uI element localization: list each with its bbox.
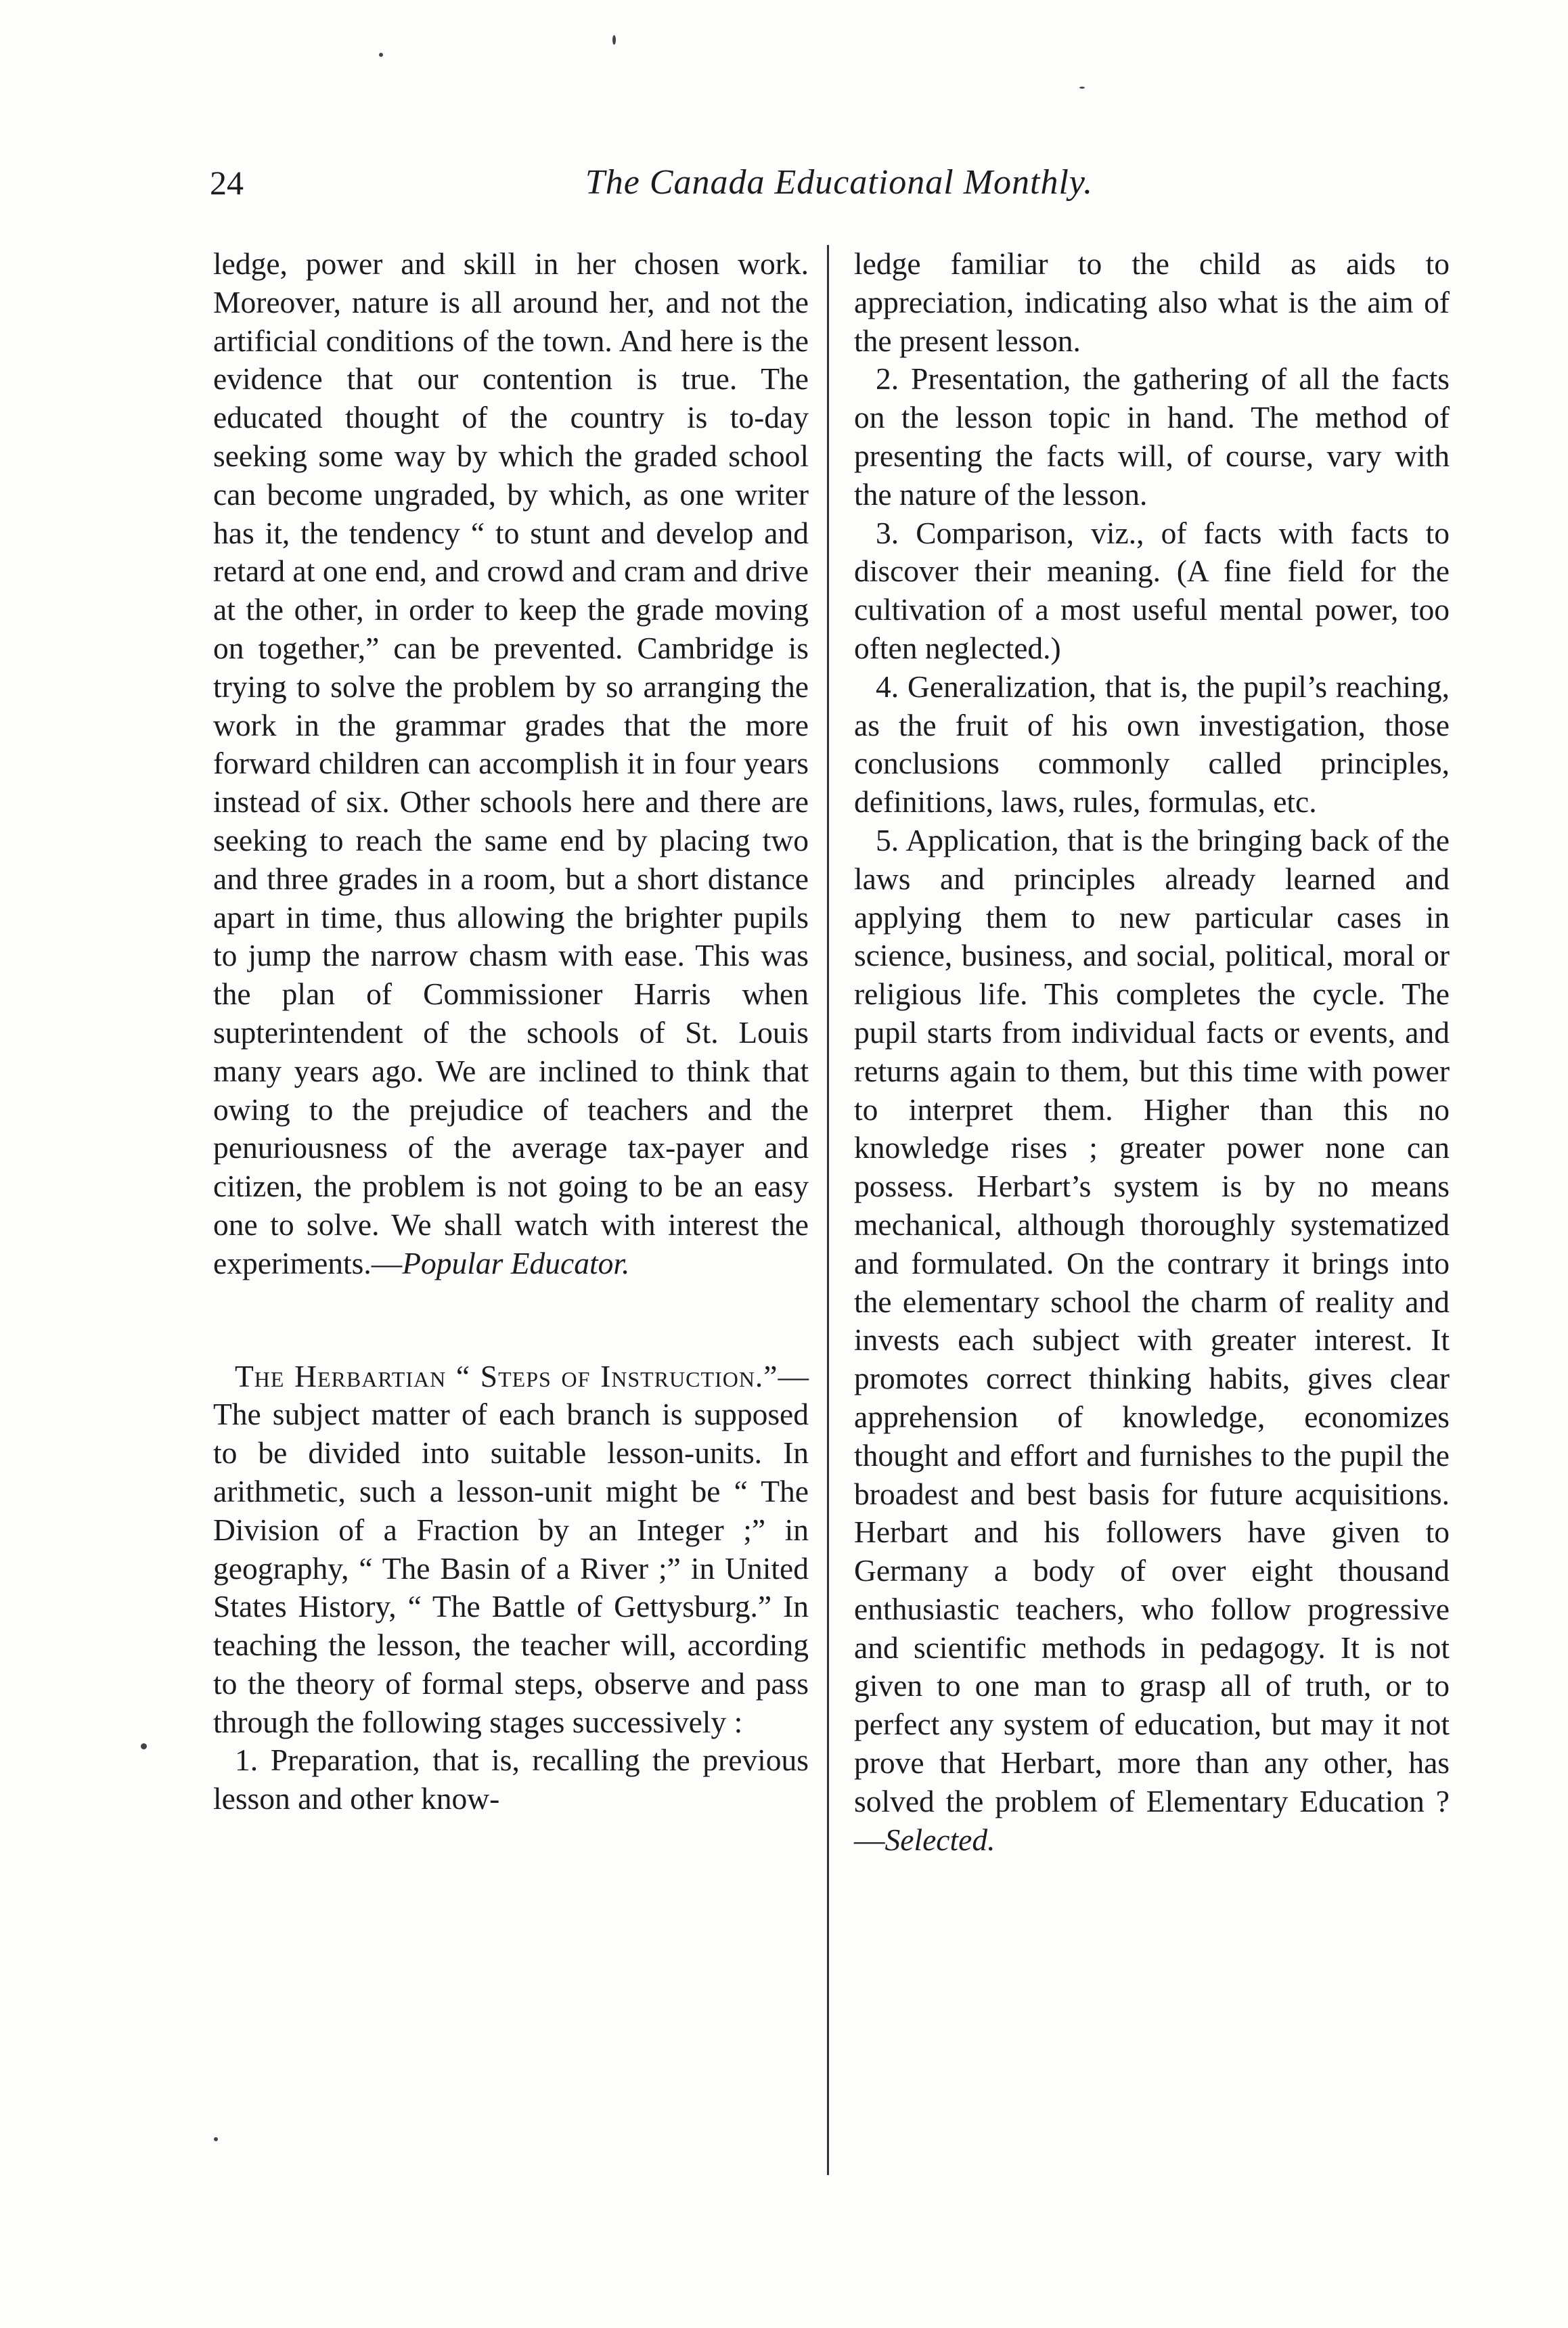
column-divider [827,245,829,2175]
page-number: 24 [210,164,244,202]
list-item [854,668,1450,822]
list-item [854,360,1450,514]
article-paragraph [213,245,809,1283]
section-heading: The Herbartian “ Steps of Instruction.” [235,1358,778,1393]
print-speck [379,53,383,57]
paragraph-text: 3. Comparison, viz., of facts with facts to discover their meaning. (A fine field for the cultivation of a most useful mental power, too often neglected.) [854,515,1450,665]
source-attribution: Popular Educator. [402,1245,630,1280]
list-item [854,822,1450,1860]
paragraph-text: ledge familiar to the child as aids to appreciation, indicating also what is the aim of the present lesson. [854,246,1450,358]
print-speck [1079,87,1085,89]
print-speck [141,1743,147,1749]
paragraph-text: 4. Generalization, that is, the pupil’s reaching, as the fruit of his own investigation, those conclusions commonly called principles, definitions, laws, rules, formulas, etc. [854,669,1450,820]
paragraph-text: ledge, power and skill in her chosen work. Moreover, nature is all around her, and not the artificial conditions of the town. And here is the evidence that our contention is true. The educated thought of the country is to-day seeking some way by which the graded school can become ungraded, by which, as one writer has it, the tendency “ to stunt and develop and retard at one end, and crowd and cram and drive at the other, in order to keep the grade moving on together,” can be prevented. Cambridge is trying to solve the problem by so arranging the work in the grammar grades that the more forward children can accomplish it in four years instead of six. Other schools here and there are seeking to reach the same end by placing two and three grades in a room, but a short distance apart in time, thus allowing the brighter pupils to jump the narrow chasm with ease. This was the plan of Commissioner Harris when supterintendent of the schools of St. Louis many years ago. We are inclined to think that owing to the prejudice of teachers and the penuriousness of the average tax-payer and citizen, the problem is not going to be an easy one to solve. We shall watch with interest the experiments.— [213,246,809,1280]
left-column [213,245,809,1818]
paragraph-text: 1. Preparation, that is, recalling the previous lesson and other know- [213,1743,809,1816]
list-item [213,1741,809,1818]
article-paragraph [854,245,1450,360]
right-column [854,245,1450,1859]
print-speck [214,2137,218,2141]
running-title: The Canada Educational Monthly. [585,163,1094,202]
paragraph-text: 5. Application, that is the bringing back of the laws and principles already learned and applying them to new particular cases in science, business, and social, political, moral or religious life. This completes the cycle. The pupil starts from individual facts or events, and returns again to them, but this time with power to interpret them. Higher than this no knowledge rises ; greater power none can possess. Herbart’s system is by no means mechanical, although thoroughly systematized and formulated. On the contrary it brings into the elementary school the charm of reality and invests each subject with greater interest. It promotes correct thinking habits, gives clear apprehension of knowledge, economizes thought and effort and furnishes to the pupil the broadest and best basis for future acquisitions. Herbart and his followers have given to Germany a body of over eight thousand enthusiastic teachers, who follow progressive and scientific methods in pedagogy. It is not given to one man to grasp all of truth, or to perfect any system of education, but may it not prove that Herbart, more than any other, has solved the problem of Elementary Education ?— [854,822,1450,1857]
paragraph-text: —The subject matter of each branch is supposed to be divided into suitable lesson-units. In arithmetic, such a lesson-unit might be “ The Division of a Fraction by an Integer ;” in geography, “ The Basin of a River ;” in United States History, “ The Battle of Gettysburg.” In teaching the lesson, the teacher will, according to the theory of formal steps, observe and pass through the following stages successively : [213,1358,809,1739]
list-item [854,514,1450,668]
print-speck [612,35,616,45]
paragraph-text: 2. Presentation, the gathering of all the facts on the lesson topic in hand. The method of presenting the facts will, of course, vary with the nature of the lesson. [854,361,1450,512]
source-attribution: Selected. [884,1822,995,1857]
article-paragraph [213,1358,809,1742]
page-header [203,156,1475,210]
